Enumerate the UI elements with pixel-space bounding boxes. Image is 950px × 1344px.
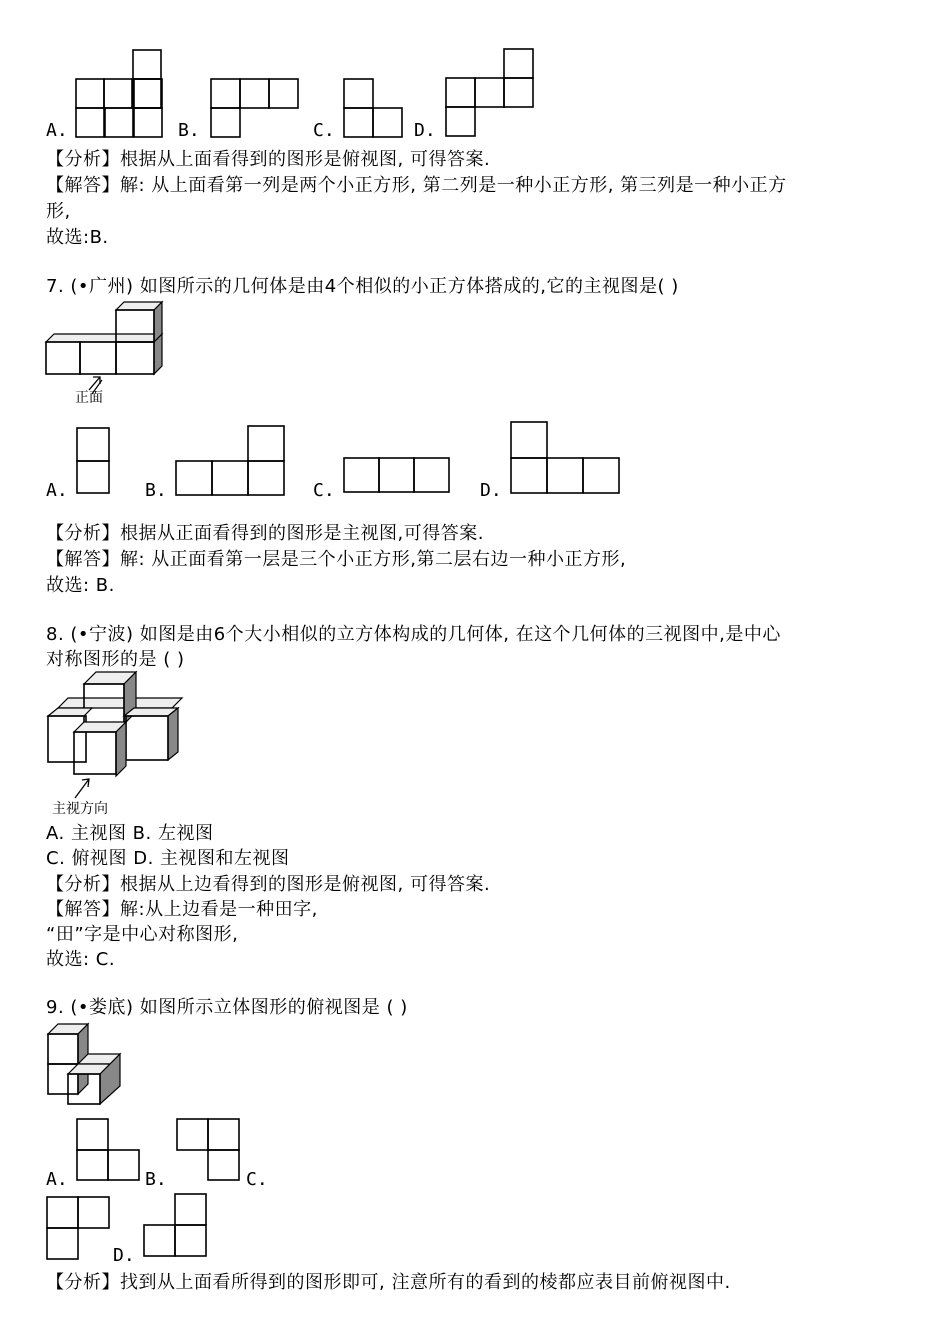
q6-option-c-label: C. bbox=[313, 120, 335, 141]
q7-solid-figure bbox=[44, 298, 169, 380]
q7-option-d-figure bbox=[510, 421, 622, 497]
q7-answer: 【解答】解: 从正面看第一层是三个小正方形,第二层右边一种小正方形, bbox=[46, 549, 627, 570]
q8-options-line1: A. 主视图 B. 左视图 bbox=[46, 823, 214, 844]
q9-option-c-label: C. bbox=[246, 1169, 268, 1190]
q9-option-a-label: A. bbox=[46, 1169, 68, 1190]
q9-option-a-figure bbox=[76, 1118, 142, 1182]
q9-option-d-figure bbox=[143, 1193, 209, 1259]
q7-option-c-label: C. bbox=[313, 480, 335, 501]
q8-question-line2: 对称图形的是 ( ) bbox=[46, 649, 185, 670]
q9-option-b-label: B. bbox=[145, 1169, 167, 1190]
q6-choice: 故选:B. bbox=[46, 227, 109, 248]
q7-front-caption: 正面 bbox=[75, 390, 103, 406]
q8-options-line2: C. 俯视图 D. 主视图和左视图 bbox=[46, 848, 290, 869]
q7-question: 7. (•广州) 如图所示的几何体是由4个相似的小正方体搭成的,它的主视图是( ) bbox=[46, 276, 679, 297]
q7-analysis: 【分析】根据从正面看得到的图形是主视图,可得答案. bbox=[46, 523, 484, 544]
q8-arrow-icon bbox=[72, 776, 94, 800]
q8-choice: 故选: C. bbox=[46, 949, 116, 970]
q6-option-a-label: A. bbox=[46, 120, 68, 141]
q9-option-c-figure bbox=[46, 1196, 112, 1262]
q9-analysis: 【分析】找到从上面看所得到的图形即可, 注意所有的看到的棱都应表目前俯视图中. bbox=[46, 1272, 731, 1293]
q6-analysis: 【分析】根据从上面看得到的图形是俯视图, 可得答案. bbox=[46, 149, 491, 170]
q6-option-a-figure-top bbox=[133, 78, 163, 108]
q7-option-b-figure bbox=[175, 425, 287, 497]
q9-option-d-label: D. bbox=[113, 1245, 135, 1266]
q8-answer-line2: “田”字是中心对称图形, bbox=[46, 924, 239, 945]
q9-solid-figure bbox=[44, 1022, 124, 1106]
q7-option-a-figure bbox=[76, 427, 112, 495]
q7-arrow-icon bbox=[86, 374, 106, 392]
q8-view-caption: 主视方向 bbox=[52, 801, 108, 817]
q8-solid-figure bbox=[44, 670, 184, 780]
q6-option-b-figure bbox=[210, 78, 302, 140]
q9-question: 9. (•娄底) 如图所示立体图形的俯视图是 ( ) bbox=[46, 997, 408, 1018]
q6-answer-line1: 【解答】解: 从上面看第一列是两个小正方形, 第二列是一种小正方形, 第三列是一种小正方 bbox=[46, 175, 787, 196]
q6-option-a-figure-bottom bbox=[75, 107, 165, 139]
q7-option-a-label: A. bbox=[46, 480, 68, 501]
q7-option-d-label: D. bbox=[480, 480, 502, 501]
q8-answer-line1: 【解答】解:从上边看是一种田字, bbox=[46, 899, 318, 920]
q6-option-d-figure bbox=[445, 48, 537, 140]
q6-option-b-label: B. bbox=[178, 120, 200, 141]
q9-option-b-figure bbox=[176, 1118, 242, 1182]
q6-option-c-figure bbox=[343, 78, 405, 140]
q8-analysis: 【分析】根据从上边看得到的图形是俯视图, 可得答案. bbox=[46, 874, 491, 895]
q7-option-c-figure bbox=[343, 456, 453, 496]
q7-choice: 故选: B. bbox=[46, 575, 115, 596]
q6-answer-line2: 形, bbox=[46, 201, 71, 222]
q6-option-d-label: D. bbox=[414, 120, 436, 141]
q8-question-line1: 8. (•宁波) 如图是由6个大小相似的立方体构成的几何体, 在这个几何体的三视图中,是中心 bbox=[46, 624, 781, 645]
q7-option-b-label: B. bbox=[145, 480, 167, 501]
